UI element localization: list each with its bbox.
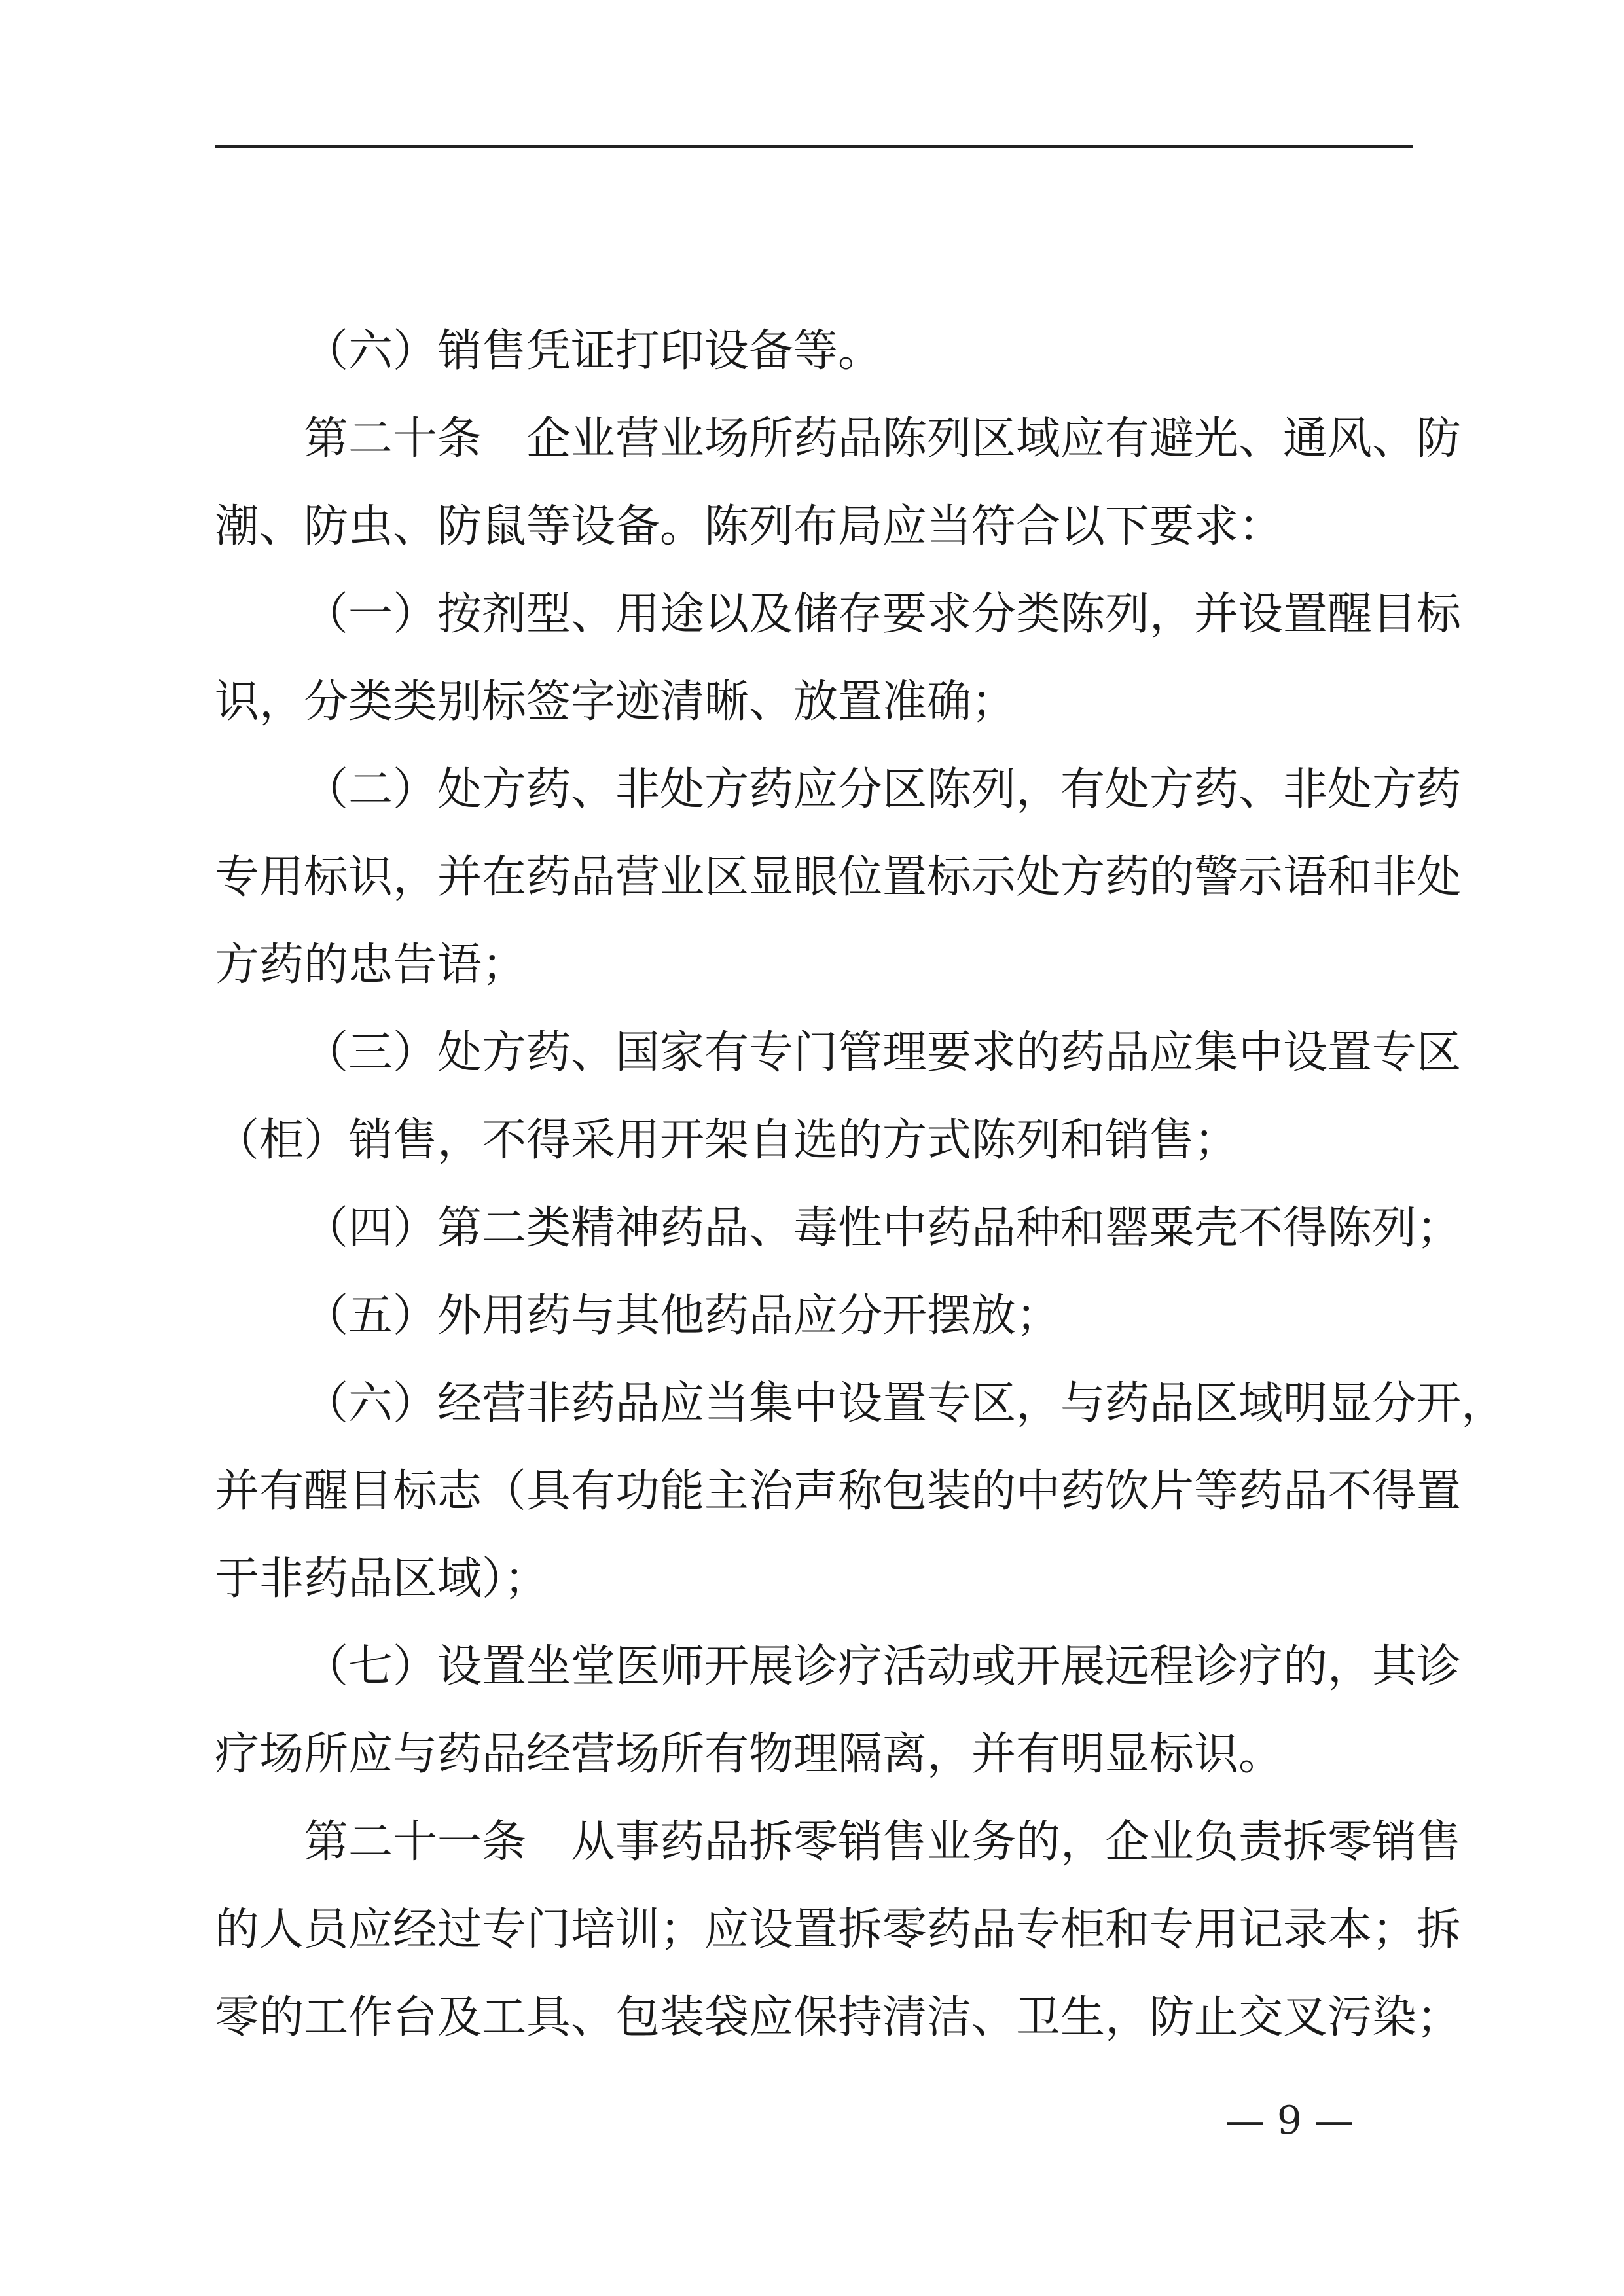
header-rule (215, 145, 1413, 148)
paragraph-line: 第二十一条 从事药品拆零销售业务的，企业负责拆零销售 (304, 1816, 1462, 1868)
paragraph-line: 零的工作台及工具、包装袋应保持清洁、卫生，防止交叉污染； (215, 1992, 1462, 2043)
paragraph-line: 的人员应经过专门培训；应设置拆零药品专柜和专用记录本；拆 (215, 1904, 1462, 1956)
paragraph-line: （六）经营非药品应当集中设置专区，与药品区域明显分开， (304, 1378, 1506, 1429)
paragraph-line: 并有醒目标志（具有功能主治声称包装的中药饮片等药品不得置 (215, 1465, 1462, 1517)
paragraph-line: （四）第二类精神药品、毒性中药品种和罂粟壳不得陈列； (304, 1202, 1462, 1254)
paragraph-line: （柜）销售，不得采用开架自选的方式陈列和销售； (215, 1115, 1239, 1166)
paragraph-line: （七）设置坐堂医师开展诊疗活动或开展远程诊疗的，其诊 (304, 1641, 1462, 1693)
paragraph-line: 专用标识，并在药品营业区显眼位置标示处方药的警示语和非处 (215, 852, 1462, 903)
paragraph-line: 第二十条 企业营业场所药品陈列区域应有避光、通风、防 (304, 413, 1462, 465)
paragraph-line: （六）销售凭证打印设备等。 (304, 325, 883, 377)
paragraph-line: 识，分类类别标签字迹清晰、放置准确； (215, 676, 1017, 728)
paragraph-line: （三）处方药、国家有专门管理要求的药品应集中设置专区 (304, 1027, 1462, 1079)
paragraph-line: （一）按剂型、用途以及储存要求分类陈列，并设置醒目标 (304, 588, 1462, 640)
paragraph-line: 疗场所应与药品经营场所有物理隔离，并有明显标识。 (215, 1729, 1284, 1780)
paragraph-line: 方药的忠告语； (215, 939, 527, 991)
document-body (215, 308, 1506, 2062)
paragraph-line: 于非药品区域）； (215, 1553, 549, 1605)
paragraph-line: （二）处方药、非处方药应分区陈列，有处方药、非处方药 (304, 764, 1462, 816)
paragraph-line: 潮、防虫、防鼠等设备。陈列布局应当符合以下要求： (215, 501, 1284, 552)
page-number: — 9 — (1225, 2098, 1354, 2144)
paragraph-line: （五）外用药与其他药品应分开摆放； (304, 1290, 1061, 1342)
